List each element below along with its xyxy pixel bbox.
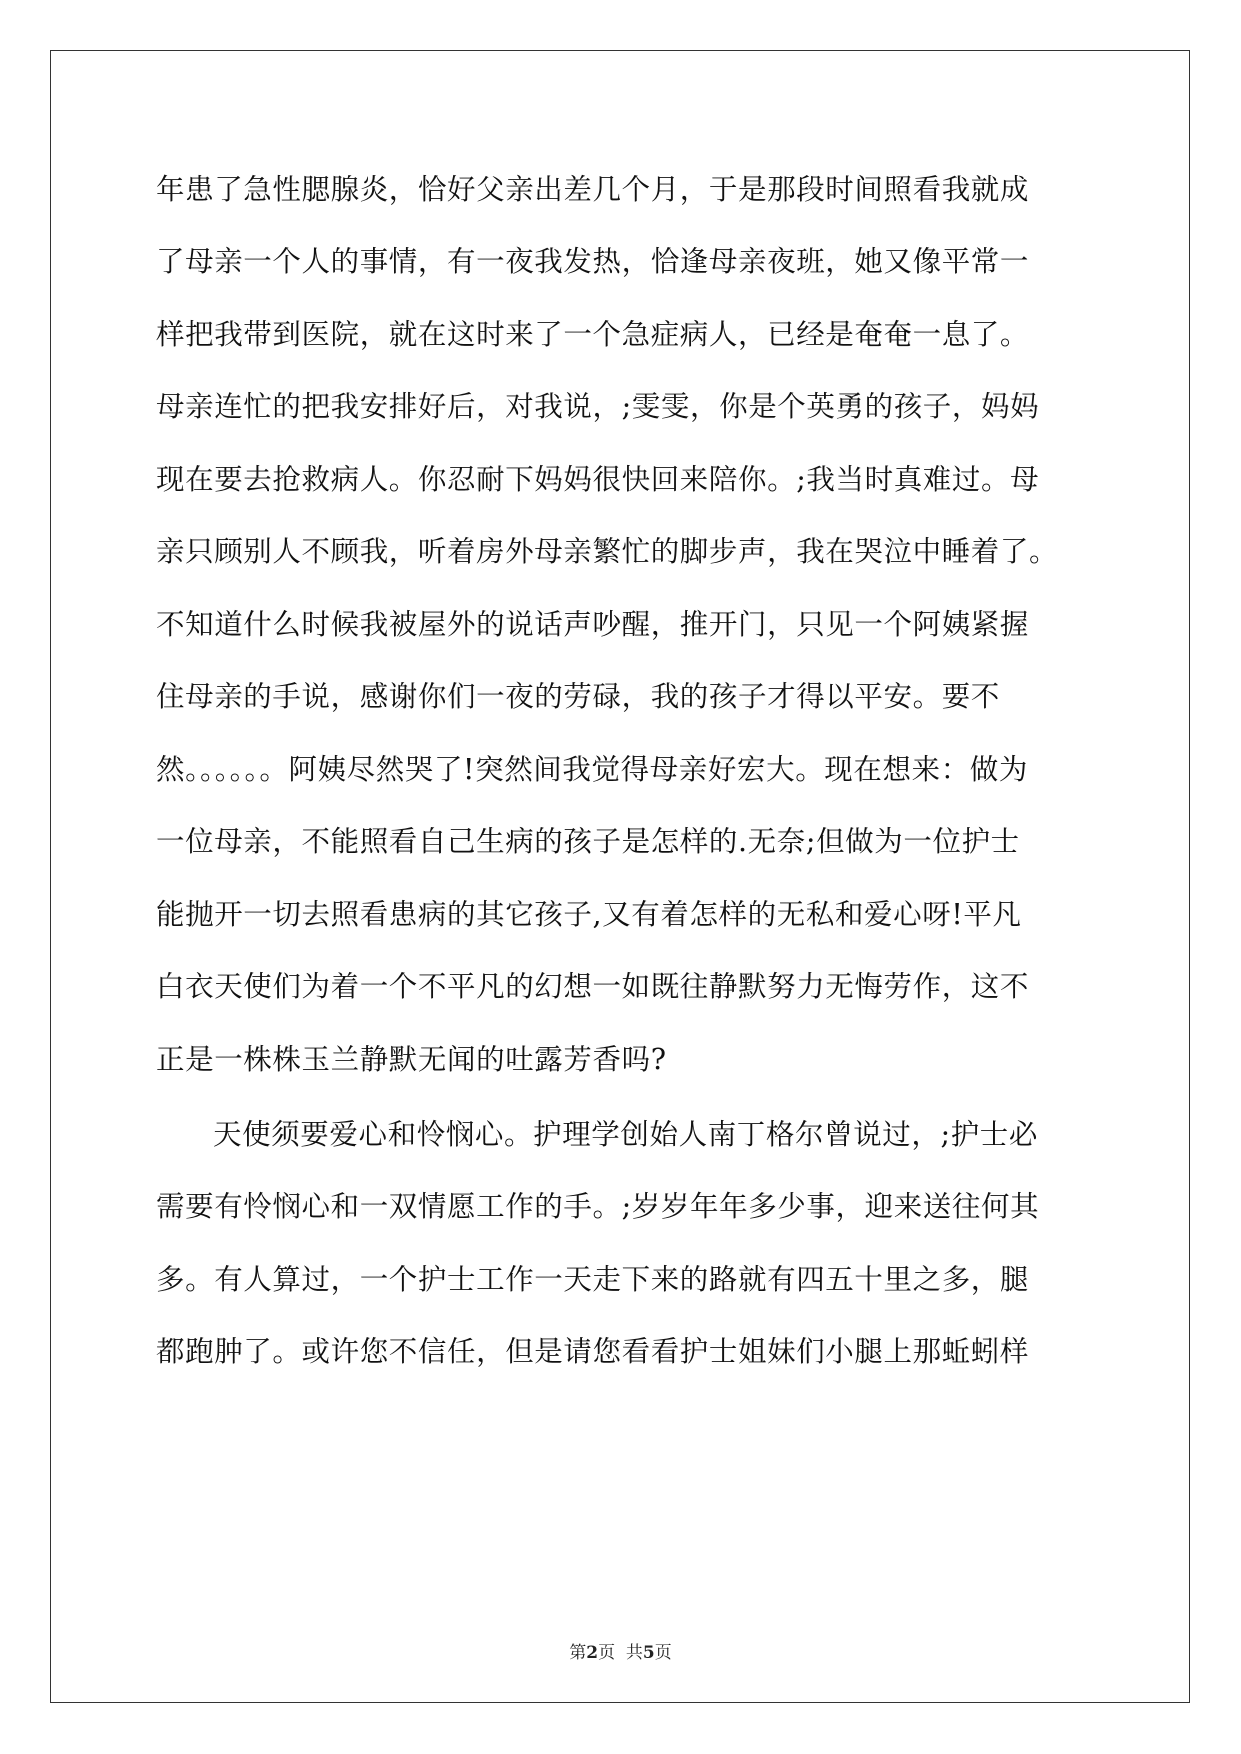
- text-line: 多。有人算过，一个护士工作一天走下来的路就有四五十里之多，腿: [156, 1263, 1030, 1296]
- page-footer: [0, 1638, 1241, 1663]
- text-line: 不知道什么时候我被屋外的说话声吵醒，推开门，只见一个阿姨紧握: [156, 608, 1030, 641]
- text-line: 一位母亲，不能照看自己生病的孩子是怎样的.无奈;但做为一位护士: [156, 825, 1020, 858]
- paragraph-first-line: 天使须要爱心和怜悯心。护理学创始人南丁格尔曾说过，;护士必: [213, 1118, 1039, 1151]
- text-line: 需要有怜悯心和一双情愿工作的手。;岁岁年年多少事，迎来送往何其: [156, 1190, 1040, 1223]
- text-line: 年患了急性腮腺炎，恰好父亲出差几个月，于是那段时间照看我就成: [156, 173, 1030, 206]
- text-line: 了母亲一个人的事情，有一夜我发热，恰逢母亲夜班，她又像平常一: [156, 245, 1030, 278]
- text-line: 住母亲的手说，感谢你们一夜的劳碌，我的孩子才得以平安。要不: [156, 680, 1000, 713]
- text-line: 亲只顾别人不顾我，听着房外母亲繁忙的脚步声，我在哭泣中睡着了。: [156, 535, 1059, 568]
- text-line: 母亲连忙的把我安排好后，对我说，;雯雯，你是个英勇的孩子，妈妈: [156, 390, 1040, 423]
- footer-page-total: 5: [642, 1643, 655, 1663]
- text-line: 正是一株株玉兰静默无闻的吐露芳香吗?: [156, 1043, 667, 1076]
- text-line: 白衣天使们为着一个不平凡的幻想一如既往静默努力无悔劳作，这不: [156, 970, 1030, 1003]
- text-line: 现在要去抢救病人。你忍耐下妈妈很快回来陪你。;我当时真难过。母: [156, 463, 1040, 496]
- page-border: [50, 50, 1190, 1703]
- text-line: 然。。。。。。阿姨尽然哭了!突然间我觉得母亲好宏大。现在想来：做为: [156, 753, 1029, 786]
- footer-page-mid: 页 共: [598, 1643, 643, 1663]
- footer-page-suffix: 页: [654, 1643, 672, 1663]
- text-line: 能抛开一切去照看患病的其它孩子,又有着怎样的无私和爱心呀!平凡: [156, 898, 1022, 931]
- text-line: 样把我带到医院，就在这时来了一个急症病人，已经是奄奄一息了。: [156, 318, 1030, 351]
- footer-page-prefix: 第: [569, 1643, 587, 1663]
- footer-page-number: 2: [586, 1643, 599, 1663]
- text-line: 都跑肿了。或许您不信任，但是请您看看护士姐妹们小腿上那蚯蚓样: [156, 1335, 1030, 1368]
